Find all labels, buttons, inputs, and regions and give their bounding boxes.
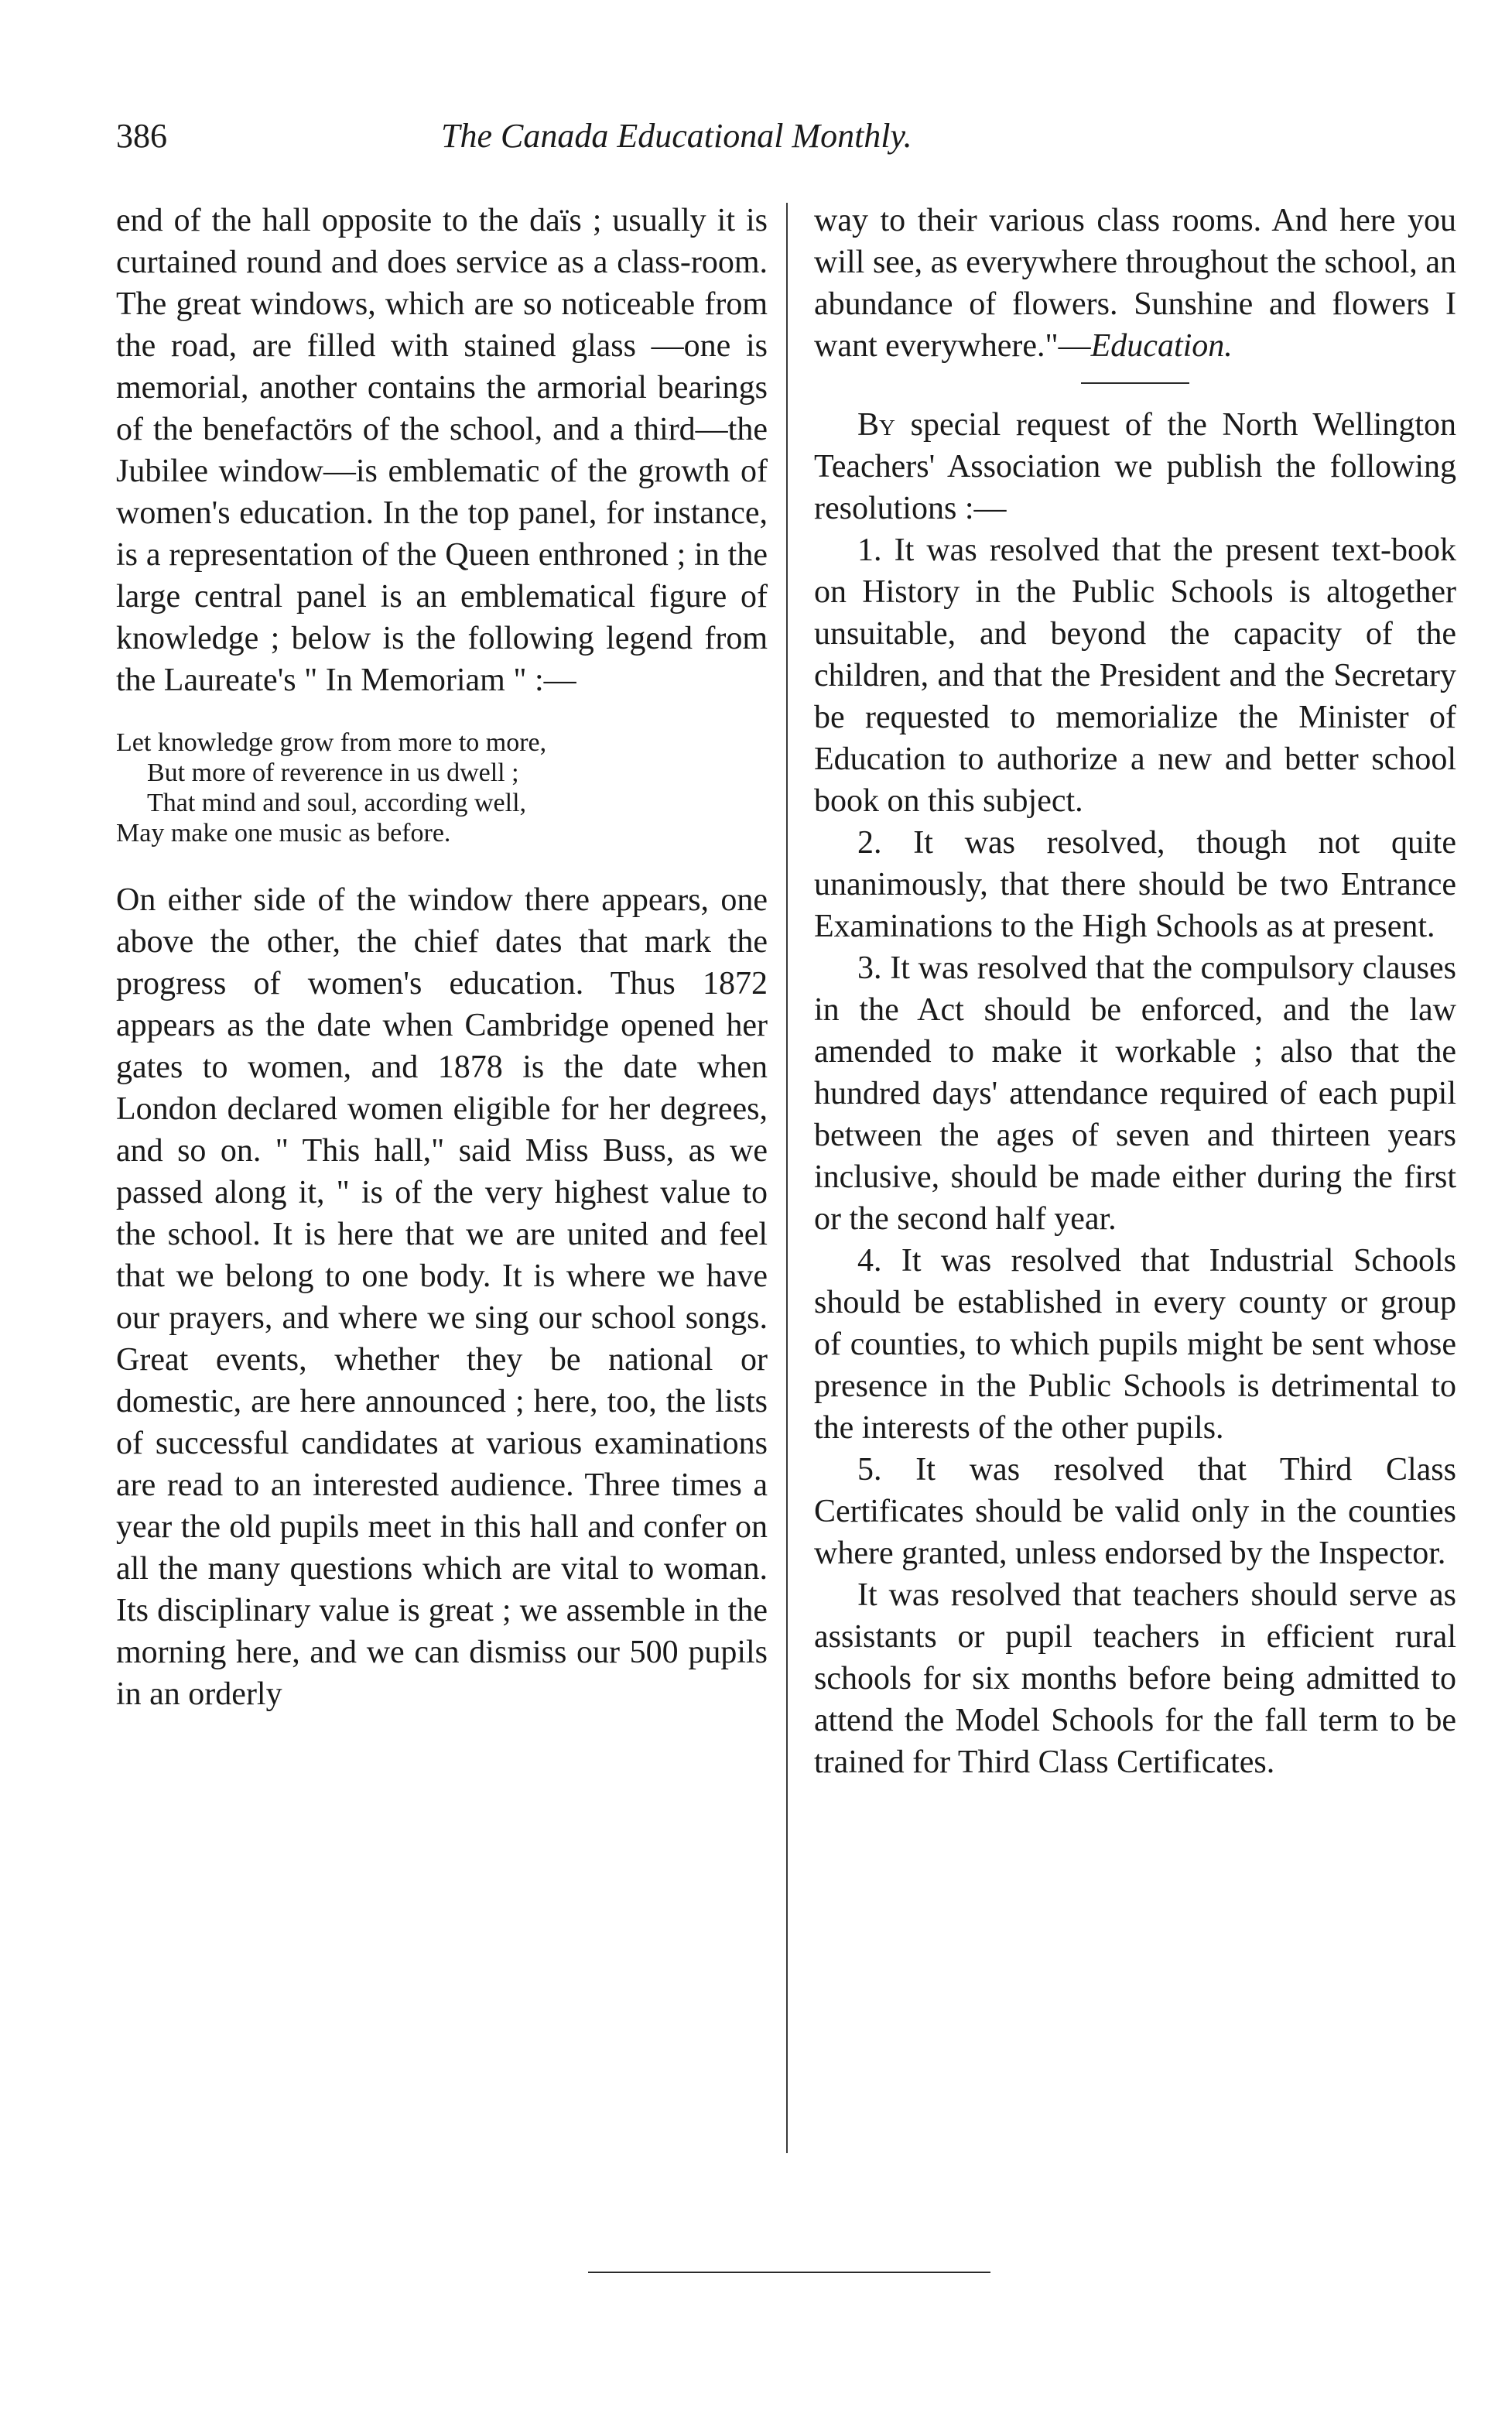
left-paragraph-2: On either side of the window there appears, one above the other, the chief dates that mark the progress of women's education. Thus 1872 appears as the date when Cambridge opened her gates to women, and 1878 is the date when London declared women eligible for her degrees, and so on. " This hall," said Miss Buss, as we passed along it, " is of the very highest value to the school. It is here that we are united and feel that we belong to one body. It is where we have our prayers, and where we sing our school songs. Great events, whether they be national or domestic, are here announced ; here, too, the lists of successful candidates at various examinations are read to an interested audience. Three times a year the old pupils meet in this hall and confer on all the many questions which are vital to woman. Its disciplinary value is great ; we assemble in the morning here, and we can dismiss our 500 pupils in an orderly [116, 882, 768, 1712]
verse-line: Let knowledge grow from more to more, [116, 728, 547, 757]
quote-closing-text: way to their various class rooms. And here you will see, as everywhere throughout the school, an abundance of flowers. Sunshine and flowers I want everywhere."— [814, 203, 1456, 364]
verse-line: May make one music as before. [116, 819, 451, 847]
verse-quote [116, 728, 768, 848]
resolution-3: 3. It was resolved that the compulsory clauses in the Act should be enforced, and the law amended to make it workable ; also that the hundred days' attendance required of each pupil between the ages of seven and thirteen years inclusive, should be made either during the first or the second half year. [814, 950, 1456, 1237]
resolution-1: 1. It was resolved that the present text-book on History in the Public Schools is altogether unsuitable, and beyond the capacity of the children, and that the President and the Secretary be requested to memorialize the Minister of Education to authorize a new and better school book on this subject. [814, 532, 1456, 819]
right-paragraph-1 [814, 200, 1456, 367]
footer-rule [588, 2272, 990, 2273]
resolution-5: 5. It was resolved that Third Class Certificates should be valid only in the counties where granted, unless endorsed by the Inspector. [814, 1452, 1456, 1571]
running-title: The Canada Educational Monthly. [441, 117, 912, 155]
verse-line: That mind and soul, according well, [147, 789, 527, 817]
page-number: 386 [116, 117, 167, 155]
intro-lead-word: By [857, 407, 895, 443]
quote-source: Education. [1090, 328, 1233, 364]
intro-text: special request of the North Wellington Teachers' Association we publish the following resolutions :— [814, 407, 1456, 526]
section-divider [1081, 382, 1189, 384]
verse-line: But more of reverence in us dwell ; [147, 758, 519, 787]
right-column [814, 200, 1456, 1783]
left-paragraph-1: end of the hall opposite to the daïs ; usually it is curtained round and does service as a class-room. The great windows, which are so noticeable from the road, are filled with stained glass —one is memorial, another contains the armorial bearings of the benefactörs of the school, and a third—the Jubilee window—is emblematic of the growth of women's education. In the top panel, for instance, is a representation of the Queen enthroned ; in the large central panel is an emblematical figure of knowledge ; below is the following legend from the Laureate's " In Memoriam " :— [116, 203, 768, 698]
page-header [116, 116, 1199, 163]
resolution-4: 4. It was resolved that Industrial Schools should be established in every county or group of counties, to which pupils might be sent whose presence in the Public Schools is detrimental to the interests of the other pupils. [814, 1243, 1456, 1446]
resolution-6: It was resolved that teachers should serve as assistants or pupil teachers in efficient rural schools for six months before being admitted to attend the Model Schools for the fall term to be trained for Third Class Certificates. [814, 1577, 1456, 1780]
column-divider [786, 203, 788, 2153]
resolution-2: 2. It was resolved, though not quite unanimously, that there should be two Entrance Examinations to the High Schools as at present. [814, 825, 1456, 944]
left-column [116, 200, 768, 1715]
resolutions-intro [814, 404, 1456, 529]
